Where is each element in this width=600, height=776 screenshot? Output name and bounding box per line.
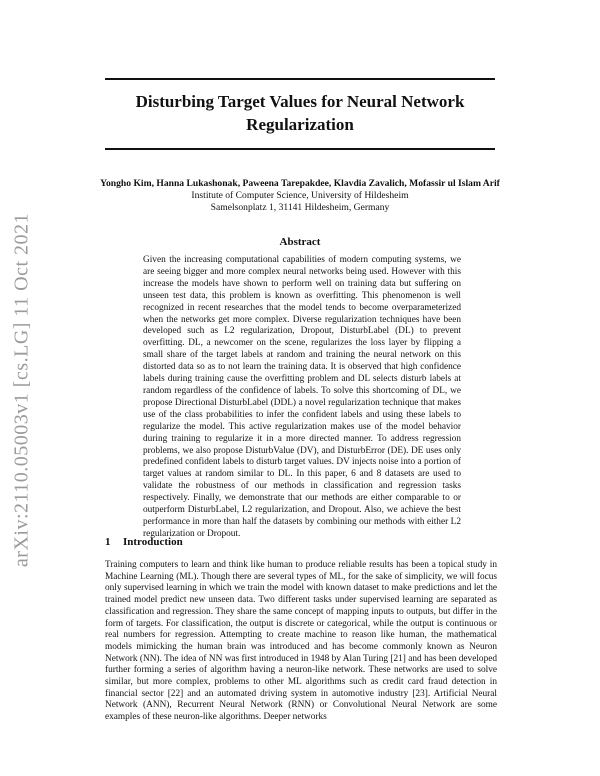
abstract-text xyxy=(143,255,461,541)
title-bottom-rule xyxy=(105,148,495,150)
arxiv-identifier-text: arXiv:2110.05003v1 [cs.LG] 11 Oct 2021 xyxy=(10,212,33,568)
section-title: Introduction xyxy=(123,536,183,548)
introduction-paragraph: Training computers to learn and think like human to produce reliable results has been a topical study in Machine Learning (ML). Though there are several types of ML, for the sake of simplicity, we will focus only supervised learning in which we train the model with known dataset to make predictions and let the trained model predict new unseen data. Two different tasks under supervised learning are separated as classification and regression. They share the same concept of mapping inputs to outputs, but differ in the form of targets. For classification, the output is discrete or categorical, while the output is continuous or real numbers for regression. Attempting to create machine to reason like human, the mathematical models mimicking the human brain was introduced and has become commonly known as Neuron Network (NN). The idea of NN was first introduced in 1948 by Alan Turing [21] and has been developed further forming a series of algorithm having a neuron-like network. These networks are used to solve similar, but more complex, problems to other ML algorithms such as credit card fraud detection in financial sector [22] and an automated driving system in automotive industry [23]. Artificial Neural Network (ANN), Recurrent Neural Network (RNN) or Convolutional Neural Network are some examples of these neuron-like algorithms. Deeper networks xyxy=(105,560,497,723)
paper-title: Disturbing Target Values for Neural Network Regularization xyxy=(135,92,465,134)
section-number: 1 xyxy=(105,536,111,548)
author-names: Yongho Kim, Hanna Lukashonak, Paweena Tarepakdee, Klavdia Zavalich, Mofassir ul Islam Arif xyxy=(100,178,500,189)
abstract-heading: Abstract xyxy=(279,236,321,248)
section-heading-introduction xyxy=(105,536,183,548)
author-block xyxy=(95,178,505,214)
title-top-rule xyxy=(105,78,495,80)
introduction-text xyxy=(105,560,497,724)
address: Samelsonplatz 1, 31141 Hildesheim, Germany xyxy=(210,202,390,213)
affiliation: Institute of Computer Science, University of Hildesheim xyxy=(191,190,409,201)
arxiv-identifier xyxy=(2,200,42,580)
abstract-paragraph: Given the increasing computational capabilities of modern computing systems, we are seeing bigger and more complex neural networks being used. However with this increase the models have shown to perform well on training data but suffering on unseen test data, this problem is known as overfitting. This phenomenon is well recognized in recent researches that the model tends to become overparameterized when the networks get more complex. Diverse regularization techniques have been developed such as L2 regularization, Dropout, DisturbLabel (DL) to prevent overfitting. DL, a newcomer on the scene, regularizes the loss layer by flipping a small share of the target labels at random and training the neural network on this distorted data so as to not learn the training data. It is observed that high confidence labels during training cause the overfitting problem and DL selects disturb labels at random regardless of the confidence of labels. To solve this shortcoming of DL, we propose Directional DisturbLabel (DDL) a novel regularization technique that makes use of the class probabilities to infer the confident labels and using these labels to regularize the model. This active regularization makes use of the model behavior during training to regularize it in a more directed manner. To address regression problems, we also propose DisturbValue (DV), and DisturbError (DE). DE uses only predefined confident labels to disturb target values. DV injects noise into a portion of target values at random similar to DL. In this paper, 6 and 8 datasets are used to validate the robustness of our methods in classification and regression tasks respectively. Finally, we demonstrate that our methods are either comparable to or outperform DisturbLabel, L2 regularization, and Dropout. Also, we achieve the best performance in more than half the datasets by combining our methods with either L2 regularization or Dropout. xyxy=(143,255,461,539)
